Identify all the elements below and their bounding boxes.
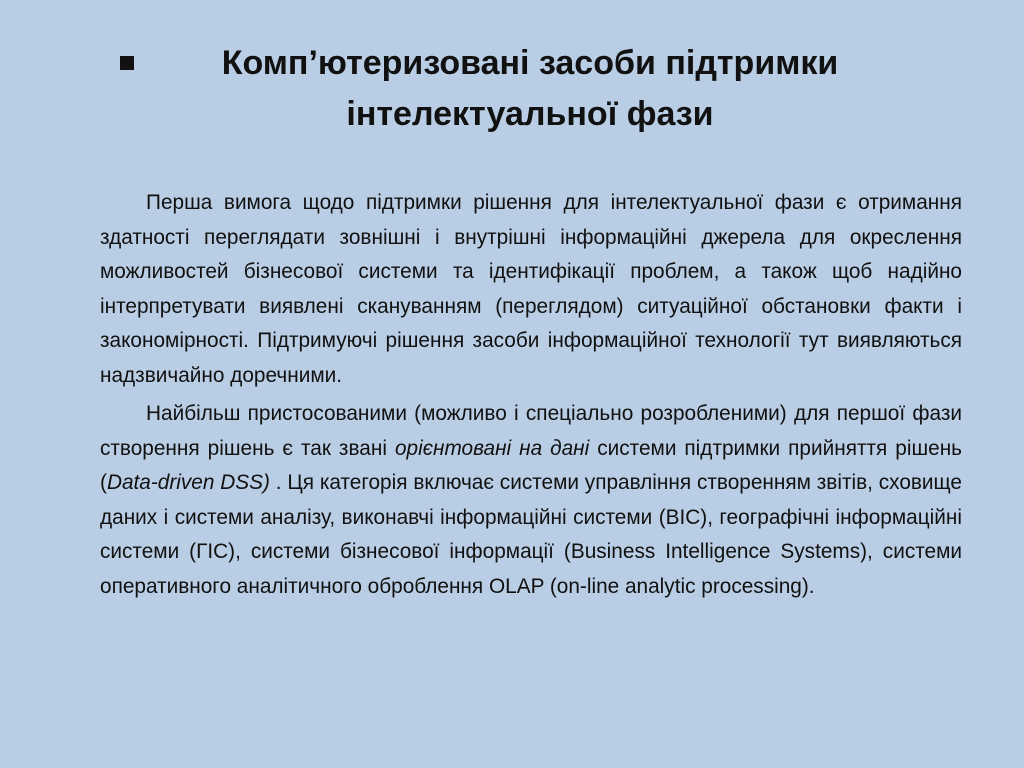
paragraph-2 <box>100 397 962 604</box>
paragraph-2-italic-term-2: Data-driven DSS) <box>106 471 270 494</box>
paragraph-1: Перша вимога щодо підтримки рішення для інтелектуальної фази є отримання здатності переглядати зовнішні і внутрішні інформаційні джерела для окреслення можливостей бізнесової системи та ідентифікації проблем, а також щоб надійно інтерпретувати виявлені скануванням (переглядом) ситуаційної обстановки факти і закономірності. Підтримуючі рішення засоби інформаційної технології тут виявляються надзвичайно доречними. <box>100 191 962 387</box>
paragraph-2-italic-term-1: орієнтовані на дані <box>394 436 590 460</box>
slide-body <box>100 186 962 608</box>
paragraph-2-text-1: Найбільш пристосованими (можливо і спеціально розробленими) для першої фази створення рішень є так звані <box>100 402 962 460</box>
paragraph-2-text-3: . Ця категорія включає системи управління створенням звітів, сховище даних і системи аналізу, виконавчі інформаційні системи (ВІС), географічні інформаційні системи (ГІС), системи бізнесової інформації (Business Intelligence Systems), системи оперативного аналітичного оброблення OLAP (on-line analytic processing). <box>100 471 962 598</box>
paragraph-2-text-2: системи підтримки прийняття рішень ( <box>100 436 963 494</box>
slide-title: Комп’ютеризовані засоби підтримки інтелектуальної фази <box>221 44 839 133</box>
